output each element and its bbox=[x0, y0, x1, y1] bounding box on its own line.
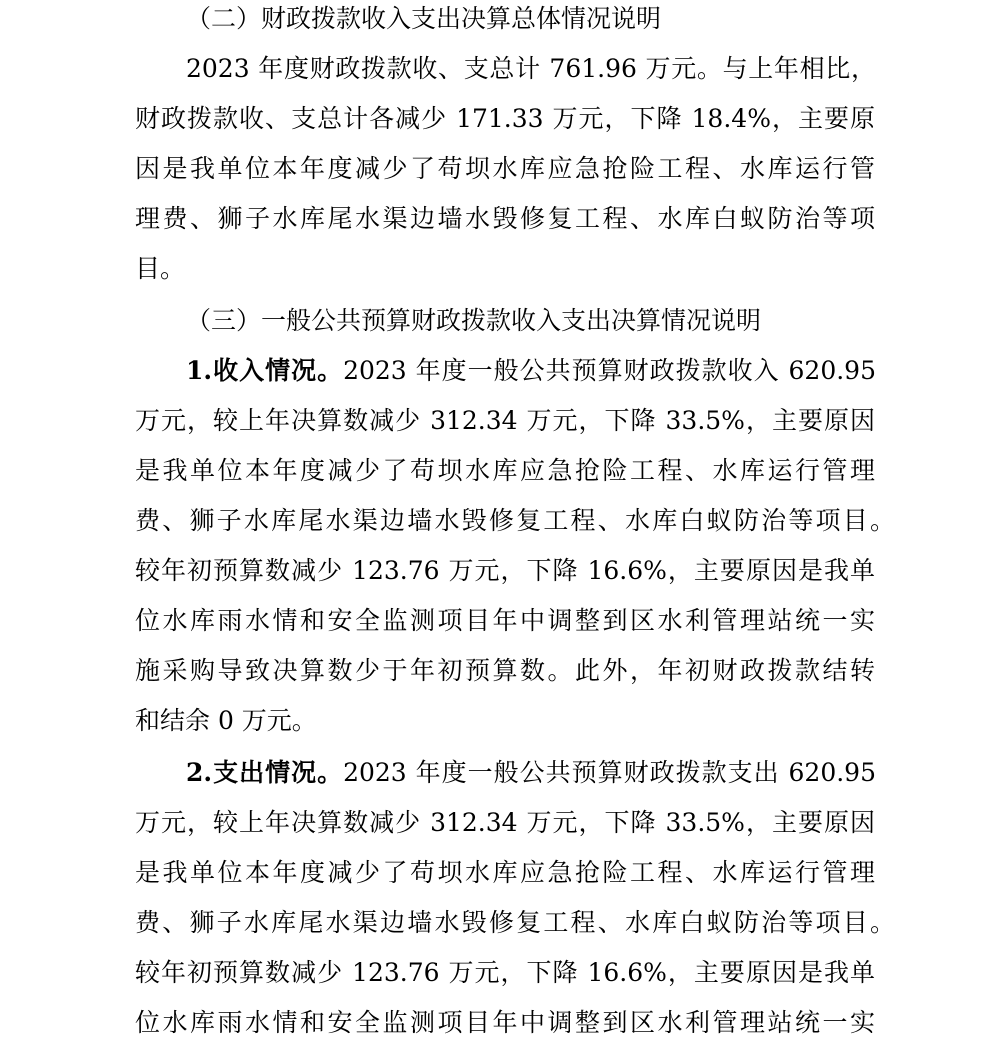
paragraph-line: 位水库雨水情和安全监测项目年中调整到区水利管理站统一实 bbox=[135, 1008, 875, 1037]
paragraph-line: 费、狮子水库尾水渠边墙水毁修复工程、水库白蚁防治等项目。 bbox=[135, 506, 895, 535]
paragraph-line: 目。 bbox=[135, 254, 186, 283]
paragraph-line: 和结余 0 万元。 bbox=[135, 706, 317, 735]
paragraph-line: 是我单位本年度减少了苟坝水库应急抢险工程、水库运行管理 bbox=[135, 858, 875, 887]
income-label: 1.收入情况。 bbox=[186, 356, 344, 385]
paragraph-line bbox=[186, 346, 876, 396]
income-first-line: 2023 年度一般公共预算财政拨款收入 620.95 bbox=[343, 356, 876, 385]
expense-first-line: 2023 年度一般公共预算财政拨款支出 620.95 bbox=[343, 758, 876, 787]
paragraph-line: 因是我单位本年度减少了苟坝水库应急抢险工程、水库运行管 bbox=[135, 154, 875, 183]
paragraph-line: 万元，较上年决算数减少 312.34 万元，下降 33.5%，主要原因 bbox=[135, 406, 875, 435]
paragraph-line: 2023 年度财政拨款收、支总计 761.96 万元。与上年相比， bbox=[186, 54, 876, 83]
paragraph-line: 较年初预算数减少 123.76 万元，下降 16.6%，主要原因是我单 bbox=[135, 556, 875, 585]
expense-label: 2.支出情况。 bbox=[186, 758, 344, 787]
paragraph-line: 万元，较上年决算数减少 312.34 万元，下降 33.5%，主要原因 bbox=[135, 808, 875, 837]
paragraph-line: 是我单位本年度减少了苟坝水库应急抢险工程、水库运行管理 bbox=[135, 456, 875, 485]
paragraph-line: 较年初预算数减少 123.76 万元，下降 16.6%，主要原因是我单 bbox=[135, 958, 875, 987]
paragraph-line: 理费、狮子水库尾水渠边墙水毁修复工程、水库白蚁防治等项 bbox=[135, 204, 875, 233]
section-heading-2: （二）财政拨款收入支出决算总体情况说明 bbox=[186, 4, 662, 33]
paragraph-line: 财政拨款收、支总计各减少 171.33 万元，下降 18.4%，主要原 bbox=[135, 104, 875, 133]
section-heading-3: （三）一般公共预算财政拨款收入支出决算情况说明 bbox=[186, 306, 762, 335]
paragraph-line: 位水库雨水情和安全监测项目年中调整到区水利管理站统一实 bbox=[135, 606, 875, 635]
paragraph-line bbox=[186, 748, 876, 798]
paragraph-line: 施采购导致决算数少于年初预算数。此外，年初财政拨款结转 bbox=[135, 656, 875, 685]
paragraph-line: 费、狮子水库尾水渠边墙水毁修复工程、水库白蚁防治等项目。 bbox=[135, 908, 895, 937]
